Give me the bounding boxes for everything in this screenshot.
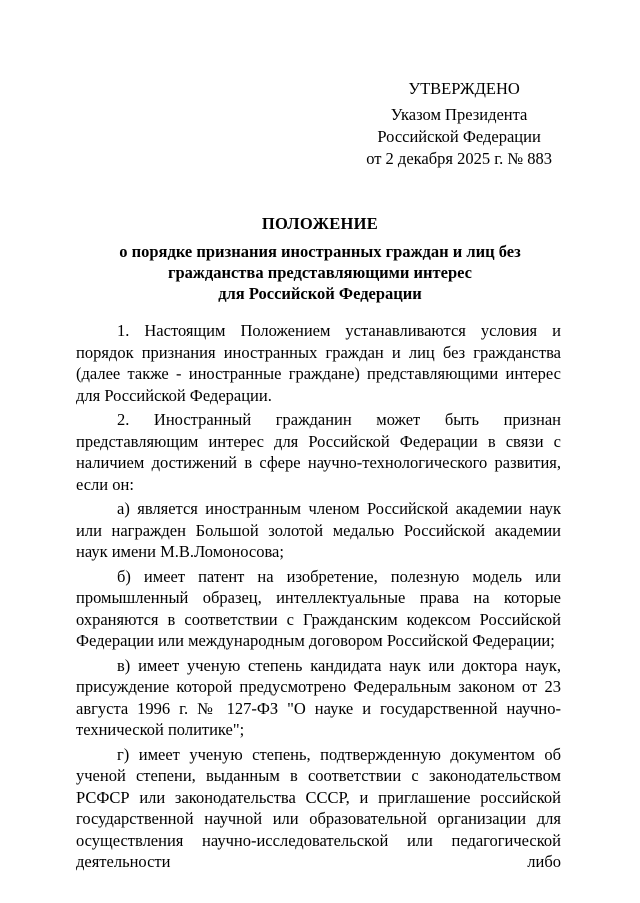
approval-stamp (366, 78, 552, 170)
paragraph-2: 2. Иностранный гражданин может быть признан представляющим интерес для Российской Федерации в связи с наличием достижений в сфере научно-технологического развития, если он: (76, 410, 561, 494)
paragraph-1: 1. Настоящим Положением устанавливаются условия и порядок признания иностранных граждан и лиц без гражданства (далее также - иностранные граждане) представляющими интерес для Российской Федерации. (76, 321, 561, 405)
paragraph-2v: в) имеет ученую степень кандидата наук или доктора наук, присуждение которой предусмотрено Федеральным законом от 23 августа 1996 г. № 127-ФЗ "О науке и государственной научно-технической политике"; (76, 655, 561, 739)
document-body (76, 320, 561, 876)
approval-federation-line: Российской Федерации (377, 127, 541, 146)
approval-heading: УТВЕРЖДЕНО (408, 79, 520, 98)
document-title (80, 213, 560, 304)
title-subtitle-line-2: гражданства представляющими интерес (168, 263, 472, 282)
paragraph-2a: а) является иностранным членом Российской академии наук или награжден Большой золотой медалью Российской академии наук имени М.В.Ломоносова; (76, 499, 561, 561)
paragraph-2b: б) имеет патент на изобретение, полезную модель или промышленный образец, интеллектуальные права на которые охраняются в соответствии с Гражданским кодексом Российской Федерации или международным договором Российской Федерации; (76, 566, 561, 650)
paragraph-2g: г) имеет ученую степень, подтвержденную документом об ученой степени, выданным в соответствии с законодательством РСФСР или законодательства СССР, и приглашение российской государственной научной или образовательной организации для осуществления научно-исследовательской или педагогической деятельности либо (76, 744, 561, 871)
title-subtitle-line-1: о порядке признания иностранных граждан и лиц без (119, 242, 521, 261)
title-main: ПОЛОЖЕНИЕ (261, 214, 379, 233)
approval-decree-line: Указом Президента (390, 105, 528, 124)
approval-date-line: от 2 декабря 2025 г. № 883 (366, 149, 552, 168)
title-subtitle-line-3: для Российской Федерации (218, 284, 422, 303)
